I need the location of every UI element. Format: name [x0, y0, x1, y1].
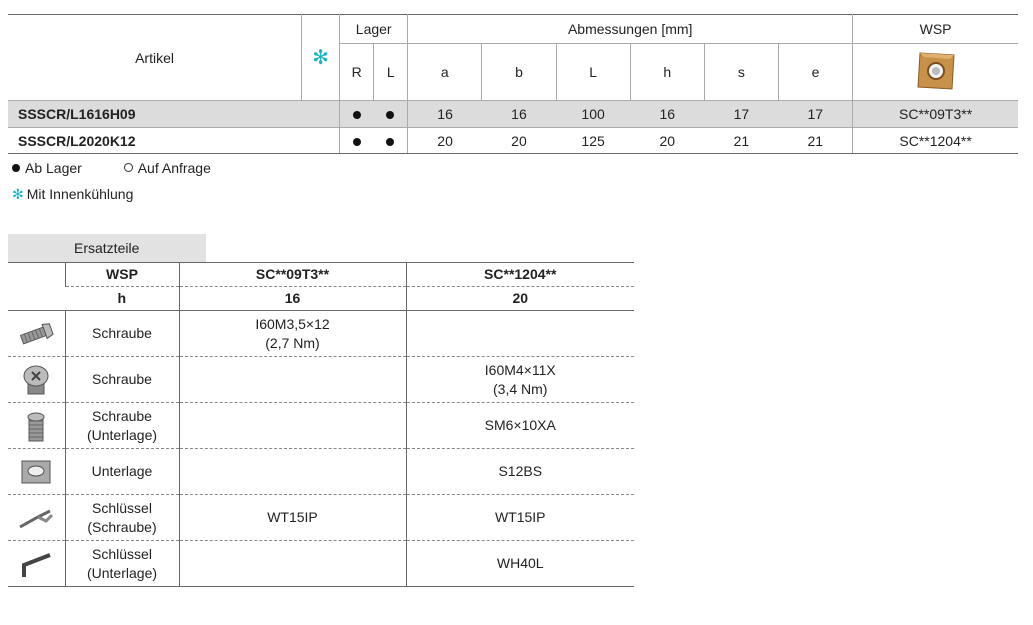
header-dim-h: h — [630, 44, 704, 101]
part-icon-cell — [8, 495, 65, 541]
part-name: Schraube (Unterlage) — [65, 403, 179, 449]
part-name: Unterlage — [65, 449, 179, 495]
legend-auf-anfrage: Auf Anfrage — [137, 160, 211, 176]
header-lager-l: L — [374, 44, 408, 101]
hex-key-icon — [16, 547, 56, 581]
legend-ab-lager: Ab Lager — [25, 160, 82, 176]
part-value-col1: I60M3,5×12 (2,7 Nm) — [179, 311, 406, 357]
legend-innenkuehlung: Mit Innenkühlung — [26, 186, 134, 202]
header-abmessungen: Abmessungen [mm] — [408, 15, 853, 44]
part-value-col1: WT15IP — [179, 495, 406, 541]
header-wsp: WSP — [853, 15, 1018, 44]
header-dim-a: a — [408, 44, 482, 101]
shim-icon — [19, 457, 53, 487]
header-lager: Lager — [340, 15, 408, 44]
part-value-col2: I60M4×11X (3,4 Nm) — [406, 357, 634, 403]
part-value-col2: WH40L — [406, 541, 634, 587]
stock-l — [374, 101, 408, 128]
header-col1-h: 16 — [179, 287, 406, 311]
coolant-cell — [302, 101, 340, 128]
part-value-col2 — [406, 311, 634, 357]
dim-s: 17 — [704, 101, 778, 128]
shim-screw-icon — [19, 409, 53, 443]
in-stock-dot — [353, 138, 361, 146]
dim-L: 125 — [556, 128, 630, 154]
part-name: Schlüssel (Unterlage) — [65, 541, 179, 587]
part-value-col2: SM6×10XA — [406, 403, 634, 449]
part-value-col2: WT15IP — [406, 495, 634, 541]
in-stock-dot-icon — [12, 164, 20, 172]
coolant-icon: ✻ — [312, 46, 329, 69]
icon-header — [8, 263, 65, 311]
part-value-col1 — [179, 449, 406, 495]
wsp-code: SC**1204** — [853, 128, 1018, 154]
dim-L: 100 — [556, 101, 630, 128]
spare-parts-tab: Ersatzteile — [8, 234, 206, 262]
torx-key-icon — [16, 503, 56, 533]
header-col1: SC**09T3** — [179, 263, 406, 287]
header-wsp: WSP — [65, 263, 179, 287]
article-code: SSSCR/L1616H09 — [8, 101, 302, 128]
dim-b: 20 — [482, 128, 556, 154]
dim-a: 16 — [408, 101, 482, 128]
spare-parts-table — [8, 262, 634, 587]
dim-h: 20 — [630, 128, 704, 154]
on-request-circle-icon — [124, 163, 133, 172]
dim-e: 21 — [778, 128, 852, 154]
in-stock-dot — [386, 111, 394, 119]
coolant-cell — [302, 128, 340, 154]
in-stock-dot — [386, 138, 394, 146]
part-icon-cell — [8, 311, 65, 357]
header-artikel: Artikel — [8, 15, 302, 101]
part-icon-cell — [8, 541, 65, 587]
part-icon-cell — [8, 403, 65, 449]
dim-s: 21 — [704, 128, 778, 154]
header-dim-b: b — [482, 44, 556, 101]
part-name: Schraube — [65, 311, 179, 357]
coolant-header — [302, 15, 340, 101]
header-dim-s: s — [704, 44, 778, 101]
article-table — [8, 14, 1018, 154]
stock-l — [374, 128, 408, 154]
wsp-code: SC**09T3** — [853, 101, 1018, 128]
article-code: SSSCR/L2020K12 — [8, 128, 302, 154]
part-icon-cell — [8, 357, 65, 403]
coolant-legend — [12, 186, 133, 203]
stock-r — [340, 101, 374, 128]
part-name: Schlüssel (Schraube) — [65, 495, 179, 541]
in-stock-dot — [353, 111, 361, 119]
insert-image-cell — [853, 44, 1018, 101]
dim-b: 16 — [482, 101, 556, 128]
part-value-col2: S12BS — [406, 449, 634, 495]
header-dim-e: e — [778, 44, 852, 101]
header-col2-h: 20 — [406, 287, 634, 311]
part-value-col1 — [179, 357, 406, 403]
part-icon-cell — [8, 449, 65, 495]
header-lager-r: R — [340, 44, 374, 101]
stock-r — [340, 128, 374, 154]
dim-a: 20 — [408, 128, 482, 154]
torx-screw-icon — [19, 364, 53, 396]
dim-h: 16 — [630, 101, 704, 128]
coolant-icon: ✻ — [12, 186, 24, 202]
insert-icon — [914, 49, 958, 93]
part-value-col1 — [179, 403, 406, 449]
part-value-col1 — [179, 541, 406, 587]
header-h: h — [65, 287, 179, 311]
screw-icon — [17, 319, 55, 349]
part-name: Schraube — [65, 357, 179, 403]
header-col2: SC**1204** — [406, 263, 634, 287]
stock-legend — [12, 160, 211, 176]
dim-e: 17 — [778, 101, 852, 128]
header-dim-L: L — [556, 44, 630, 101]
